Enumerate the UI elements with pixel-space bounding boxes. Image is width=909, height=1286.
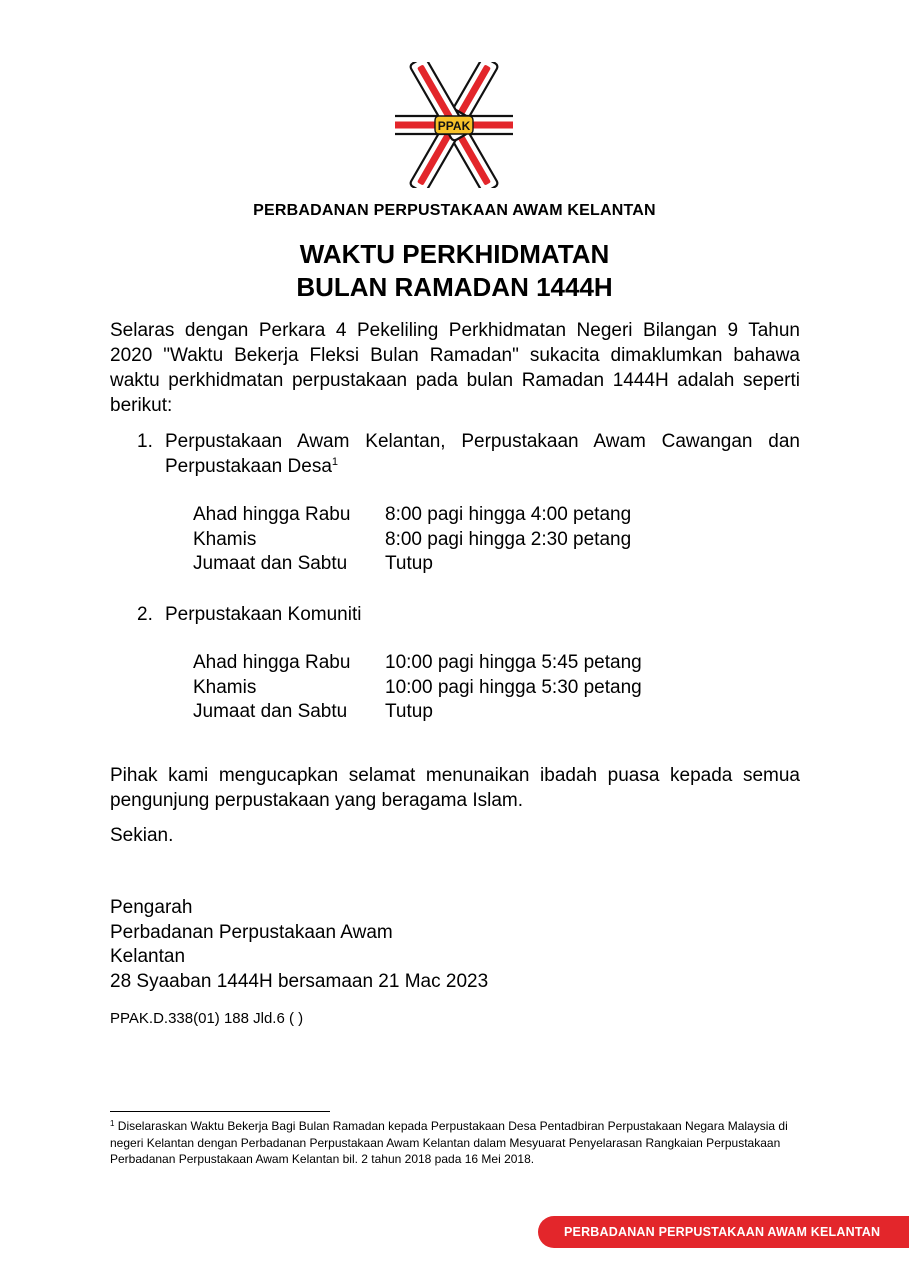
section-1-heading: Perpustakaan Awam Kelantan, Perpustakaan Awam Cawangan dan Perpustakaan Desa$^1$: [165, 431, 800, 477]
schedule-row: [193, 651, 642, 676]
signature-org: Perbadanan Perpustakaan Awam: [110, 921, 393, 943]
ppak-logo: [395, 62, 513, 188]
signature-date: 28 Syaaban 1444H bersamaan 21 Mac 2023: [110, 970, 489, 992]
signature-block: [110, 896, 488, 994]
schedule-time: 10:00 pagi hingga 5:30 petang: [385, 676, 642, 698]
footnote-reference: 1: [331, 456, 339, 468]
schedule-day: Jumaat dan Sabtu: [193, 701, 348, 722]
organization-name: PERBADANAN PERPUSTAKAAN AWAM KELANTAN: [253, 202, 656, 219]
reference-number: PPAK.D.338(01) 188 Jld.6 ( ): [110, 1010, 304, 1027]
footnote-text: Diselaraskan Waktu Bekerja Bagi Bulan Ramadan kepada Perpustakaan Desa Pentadbiran Perpustakaan Negara Malaysia di negeri Kelantan dengan Perbadanan Perpustakaan Awam Kelantan dalam Mesyuarat Penyelarasan Rangkaian Perpustakaan Perbadanan Perpustakaan Awam Kelantan bil. 2 tahun 2018 pada 16 Mei 2018.: [110, 1119, 788, 1166]
signature-title: Pengarah: [110, 897, 193, 918]
footnote: [110, 1118, 802, 1168]
svg-text:PPAK: PPAK: [437, 119, 471, 133]
schedule-row: [193, 503, 631, 528]
schedule-time: 10:00 pagi hingga 5:45 petang: [385, 652, 642, 673]
schedule-day: Ahad hingga Rabu: [193, 652, 351, 673]
schedule-time: Tutup: [385, 553, 433, 574]
section-2-heading: Perpustakaan Komuniti: [165, 604, 362, 625]
schedule-day: Ahad hingga Rabu: [193, 504, 351, 525]
schedule-1: [193, 503, 631, 577]
section-1-number: 1.: [137, 431, 153, 452]
schedule-row: [193, 676, 642, 701]
schedule-2: [193, 651, 642, 725]
schedule-day: Khamis: [193, 676, 257, 698]
schedule-row: [193, 552, 631, 577]
schedule-day: Jumaat dan Sabtu: [193, 553, 348, 574]
section-2-number: 2.: [137, 604, 153, 625]
schedule-row: [193, 528, 631, 553]
footer-banner: PERBADANAN PERPUSTAKAAN AWAM KELANTAN: [538, 1216, 909, 1248]
schedule-time: Tutup: [385, 701, 433, 722]
schedule-time: 8:00 pagi hingga 2:30 petang: [385, 528, 632, 550]
schedule-row: [193, 700, 642, 725]
title-line-2: BULAN RAMADAN 1444H: [296, 272, 613, 302]
signature-state: Kelantan: [110, 946, 186, 967]
closing-paragraph: Pihak kami mengucapkan selamat menunaikan ibadah puasa kepada semua pengunjung perpustakaan yang beragama Islam.: [110, 765, 800, 811]
title-line-1: WAKTU PERKHIDMATAN: [299, 239, 610, 269]
page-title: [0, 238, 909, 304]
sekian-text: Sekian.: [110, 825, 174, 846]
intro-paragraph: Selaras dengan Perkara 4 Pekeliling Perkhidmatan Negeri Bilangan 9 Tahun 2020 "Waktu Bekerja Fleksi Bulan Ramadan" sukacita dimaklumkan bahawa waktu perkhidmatan perpustakaan pada bulan Ramadan 1444H adalah seperti berikut:: [110, 320, 800, 416]
footnote-divider: [110, 1111, 330, 1112]
schedule-day: Khamis: [193, 528, 257, 550]
footnote-mark: 1: [110, 1119, 115, 1128]
schedule-time: 8:00 pagi hingga 4:00 petang: [385, 504, 632, 525]
